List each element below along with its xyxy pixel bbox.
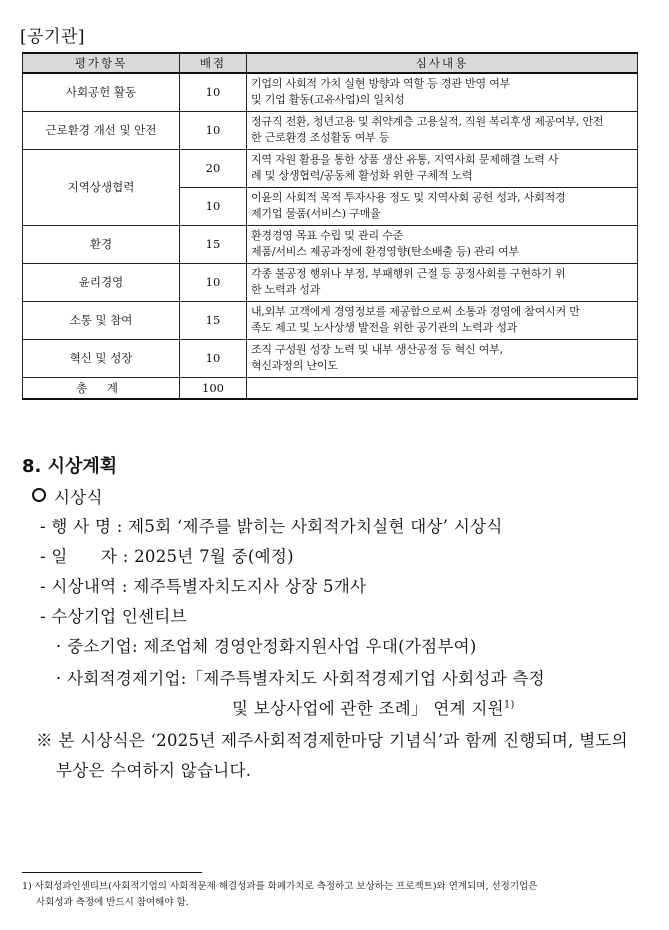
social-line-1: · 사회적경제기업:「제주특별자치도 사회적경제기업 사회성과 측정 [56, 669, 545, 688]
table-row [23, 263, 638, 301]
row-item: 소통 및 참여 [23, 301, 180, 339]
row-content: 조직 구성원 성장 노력 및 내부 생산공정 등 혁신 여부, 혁신과정의 난이도 [247, 339, 638, 377]
subheading: 시상식 [54, 488, 103, 507]
row-score: 20 [180, 149, 247, 187]
row-item: 혁신 및 성장 [23, 339, 180, 377]
total-content-empty [247, 377, 638, 399]
row-score: 10 [180, 339, 247, 377]
evaluation-table [22, 52, 638, 400]
total-score: 100 [180, 377, 247, 399]
award-line: - 시상내역 : 제주특별자치도지사 상장 5개사 [40, 577, 367, 596]
row-item: 지역상생협력 [23, 149, 180, 225]
header-score: 배점 [180, 53, 247, 73]
row-content: 정규직 전환, 청년고용 및 취약계층 고용실적, 직원 복리후생 제공여부, 안전 한 근로환경 조성활동 여부 등 [247, 111, 638, 149]
table-row [23, 111, 638, 149]
row-content: 기업의 사회적 가치 실현 방향과 역할 등 경관 반영 여부 및 기업 활동(고유사업)의 일치성 [247, 73, 638, 111]
table-row [23, 149, 638, 187]
footnote-ref: 1) [503, 699, 515, 711]
header-content: 심사내용 [247, 53, 638, 73]
row-content: 지역 자원 활용을 통한 상품 생산 유통, 지역사회 문제해결 노력 사 례 및 상생협력/공동체 활성화 위한 구체적 노력 [247, 149, 638, 187]
row-score: 15 [180, 301, 247, 339]
row-score: 10 [180, 111, 247, 149]
row-content: 각종 불공정 행위나 부정, 부패행위 근절 등 공정사회를 구현하기 위 한 노력과 성과 [247, 263, 638, 301]
row-content: 이윤의 사회적 목적 투자사용 정도 및 지역사회 공헌 성과, 사회적경 제기업 물품(서비스) 구매율 [247, 187, 638, 225]
table-row [23, 339, 638, 377]
subheading-line [32, 484, 103, 508]
row-item: 근로환경 개선 및 안전 [23, 111, 180, 149]
row-item: 사회공헌 활동 [23, 73, 180, 111]
row-score: 15 [180, 225, 247, 263]
incentive-line: - 수상기업 인센티브 [40, 607, 187, 626]
table-row [23, 225, 638, 263]
table-header-row [23, 53, 638, 73]
row-item: 환경 [23, 225, 180, 263]
table-row [23, 301, 638, 339]
row-score: 10 [180, 73, 247, 111]
total-label: 총 계 [23, 377, 180, 399]
circle-bullet-icon [32, 488, 46, 502]
row-score: 10 [180, 187, 247, 225]
header-item: 평가항목 [23, 53, 180, 73]
footnote-line-1: 1) 사회성과인센티브(사회적기업의 사회적문제 해결성과를 화폐가치로 측정하고 보상하는 프로젝트)와 연계되며, 선정기업은 [22, 881, 538, 892]
row-score: 10 [180, 263, 247, 301]
note-line-2: 부상은 수여하지 않습니다. [56, 761, 252, 780]
footnote-divider [22, 872, 202, 873]
sme-line: · 중소기업: 제조업체 경영안정화지원사업 우대(가점부여) [56, 637, 477, 656]
row-item: 윤리경영 [23, 263, 180, 301]
table-row [23, 73, 638, 111]
event-date-line: - 일 자 : 2025년 7월 중(예정) [40, 547, 294, 566]
event-name-line: - 행 사 명 : 제5회 ‘제주를 밝히는 사회적가치실현 대상’ 시상식 [40, 517, 503, 536]
social-line-2: 및 보상사업에 관한 조례」 연계 지원$^{1)}$ [232, 699, 515, 718]
section-heading: 8. 시상계획 [22, 456, 118, 477]
note-line-1: ※ 본 시상식은 ‘2025년 제주사회적경제한마당 기념식’과 함께 진행되며, 별도의 [36, 731, 628, 750]
row-content: 환경경영 목표 수립 및 관리 수준 제품/서비스 제공과정에 환경영향(탄소배출 등) 관리 여부 [247, 225, 638, 263]
row-content: 내,외부 고객에게 경영정보를 제공함으로써 소통과 경영에 참여시켜 만 족도 제고 및 노사상생 발전을 위한 공기관의 노력과 성과 [247, 301, 638, 339]
table-total-row [23, 377, 638, 399]
section-label: [공기관] [20, 27, 86, 47]
footnote [22, 879, 642, 911]
footnote-line-2: 사회성과 측정에 반드시 참여해야 함. [36, 897, 189, 908]
